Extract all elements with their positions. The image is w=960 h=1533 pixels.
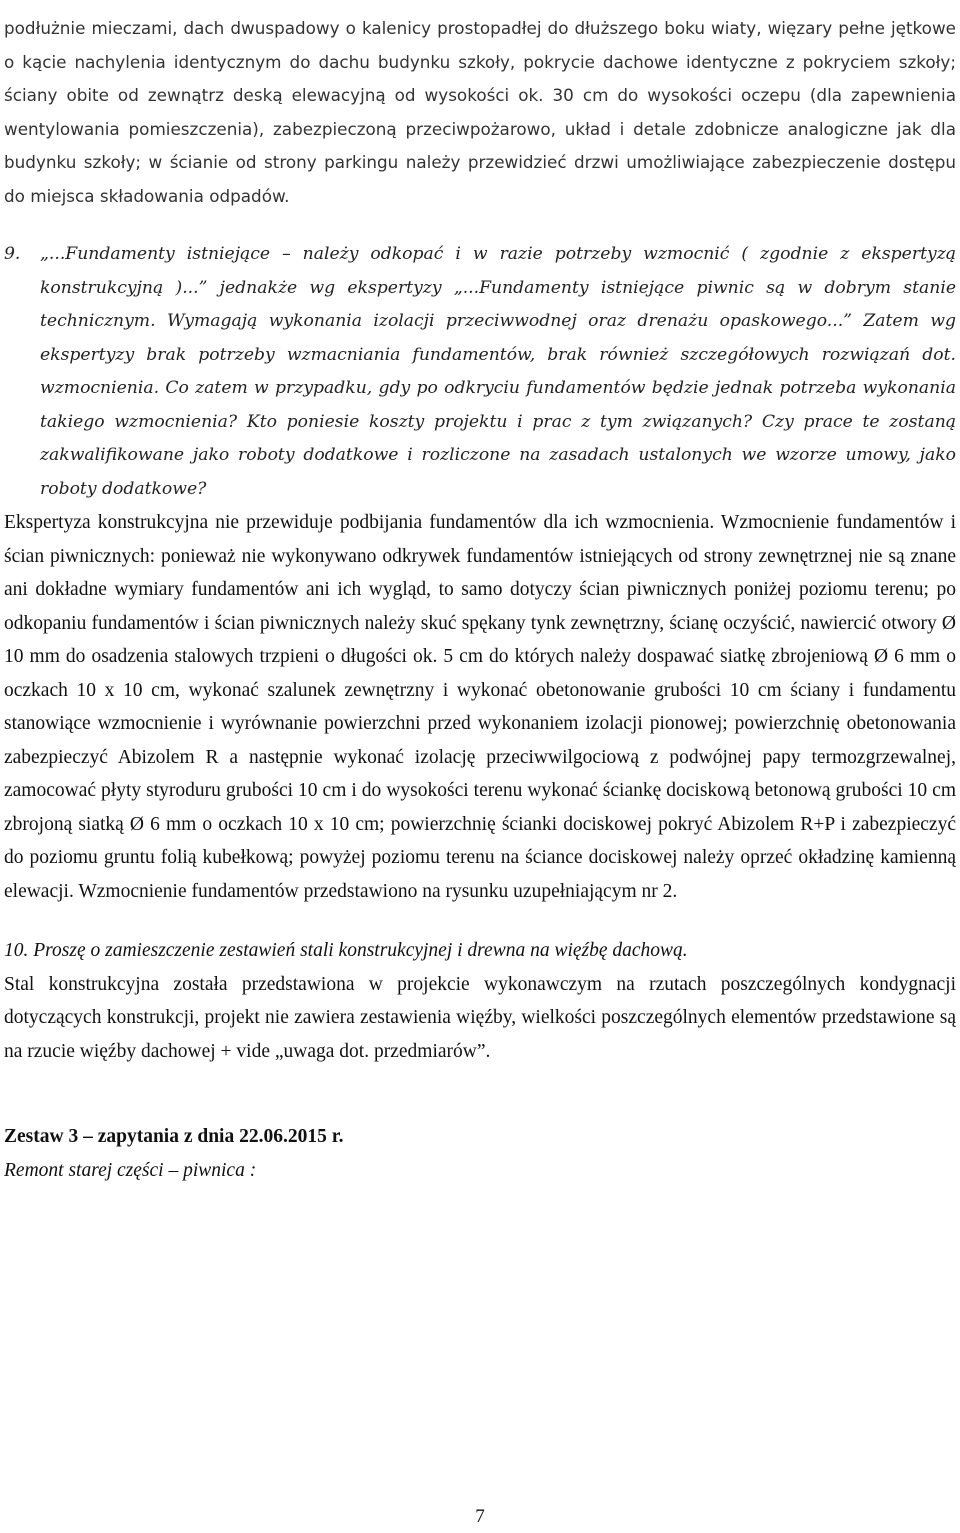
question-9 xyxy=(4,238,956,506)
document-page xyxy=(4,0,956,1187)
question-9-part-d: Kto poniesie koszty projektu i prac z tym związanych? xyxy=(246,411,753,432)
page-number: 7 xyxy=(475,1506,485,1527)
intro-paragraph: podłużnie mieczami, dach dwuspadowy o kalenicy prostopadłej do dłuższego boku wiaty, więzary pełne jętkowe o kącie nachylenia identycznym do dachu budynku szkoły, pokrycie dachowe identyczne z pokryciem szkoły; ściany obite od zewnątrz deską elewacyjną od wysokości ok. 30 cm do wysokości oczepu (dla zapewnienia wentylowania pomieszczenia), zabezpieczoną przeciwpożarowo, układ i detale zdobnicze analogiczne jak dla budynku szkoły; w ścianie od strony parkingu należy przewidzieć drzwi umożliwiające zabezpieczenie dostępu do miejsca składowania odpadów. xyxy=(4,18,956,206)
answer-9: Ekspertyza konstrukcyjna nie przewiduje podbijania fundamentów dla ich wzmocnienia. Wzmocnienie fundamentów i ścian piwnicznych: ponieważ nie wykonywano odkrywek fundamentów istniejących od strony zewnętrznej nie są znane ani dokładne wymiary fundamentów ani ich wygląd, to samo dotyczy ścian piwnicznych poniżej poziomu terenu; po odkopaniu fundamentów i ścian piwnicznych należy skuć spękany tynk zewnętrzny, ścianę oczyścić, nawiercić otwory Ø 10 mm do osadzenia stalowych trzpieni o długości ok. 5 cm do których należy dospawać siatkę zbrojeniową Ø 6 mm o oczkach 10 x 10 cm, wykonać szalunek zewnętrzny i wykonać obetonowanie grubości 10 cm ściany i fundamentu stanowiące wzmocnienie i wyrównanie powierzchni przed wykonaniem izolacji pionowej; powierzchnię obetonowania zabezpieczyć Abizolem R a następnie wykonać izolację przeciwwilgociową z podwójnej papy termozgrzewalnej, zamocować płyty styroduru grubości 10 cm i do wysokości terenu wykonać ściankę dociskową betonową grubości 10 cm zbrojoną siatką Ø 6 mm o oczkach 10 x 10 cm; powierzchnię ścianki dociskowej pokryć Abizolem R+P i zabezpieczyć do poziomu gruntu folią kubełkową; powyżej poziomu terenu na ściance dociskowej należy oprzeć okładzinę kamienną elewacji. Wzmocnienie fundamentów przedstawiono na rysunku uzupełniającym nr 2. xyxy=(4,512,956,902)
question-10: 10. Proszę o zamieszczenie zestawień stali konstrukcyjnej i drewna na więźbę dachową. xyxy=(4,940,688,961)
answer-10: Stal konstrukcyjna została przedstawiona w projekcie wykonawczym na rzutach poszczególnych kondygnacji dotyczących konstrukcji, projekt nie zawiera zestawienia więźby, wielkości poszczególnych elementów przedstawione są na rzucie więźby dachowej + vide „uwaga dot. przedmiarów”. xyxy=(4,973,956,1062)
question-9-part-e: Czy prace te zostaną zakwalifikowane jako roboty dodatkowe i rozliczone na zasadach ustalonych we wzorze umowy, jako roboty dodatkowe? xyxy=(40,411,957,499)
question-9-number: 9. xyxy=(4,244,21,264)
question-9-part-b: Wymagają wykonania izolacji przeciwwodnej oraz drenażu opaskowego...” Zatem wg ekspertyzy brak potrzeby wzmacniania fundamentów, brak również szczegółowych rozwiązań dot. wzmocnienia. xyxy=(40,311,956,398)
section-subheading: Remont starej części – piwnica : xyxy=(4,1159,257,1181)
question-9-text xyxy=(40,238,956,506)
question-9-part-c: Co zatem w przypadku, gdy po odkryciu fundamentów będzie jednak potrzeba wykonania takiego wzmocnienia? xyxy=(40,378,956,432)
section-heading: Zestaw 3 – zapytania z dnia 22.06.2015 r. xyxy=(4,1126,344,1147)
question-9-part-a: „...Fundamenty istniejące – należy odkopać i w razie potrzeby wzmocnić ( zgodnie z ekspertyzą konstrukcyjną )...” jednakże wg ekspertyzy „...Fundamenty istniejące piwnic są w dobrym stanie technicznym. xyxy=(40,244,956,331)
